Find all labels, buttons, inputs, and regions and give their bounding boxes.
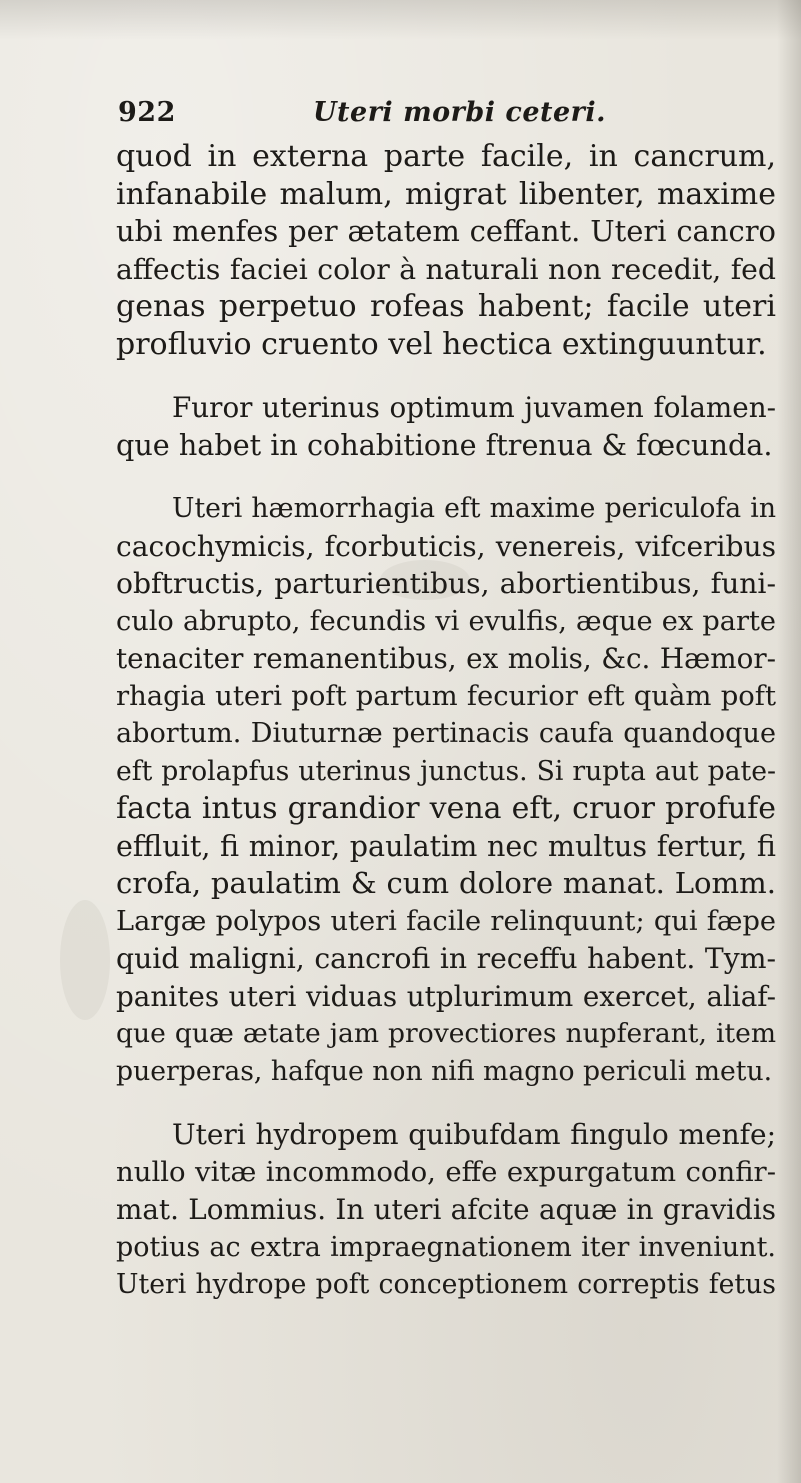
paragraph-gap: [116, 1090, 776, 1116]
text-line: rhagia uteri poft partum fecurior eft quàm poft: [116, 680, 776, 712]
text-line: obftructis, parturientibus, abortientibus, funi-: [116, 567, 776, 600]
text-line: infanabile malum, migrat libenter, maxime: [116, 176, 776, 212]
text-line: ubi menfes per ætatem ceffant. Uteri cancro: [116, 214, 776, 248]
text-line: facta intus grandior vena eft, cruor profufe: [116, 791, 776, 826]
text-line: tenaciter remanentibus, ex molis, &c. Hæmor-: [116, 642, 776, 675]
text-line: Uteri hydropem quibufdam fingulo menfe;: [172, 1118, 776, 1151]
page-edge-shadow: [777, 0, 801, 1483]
text-line: profluvio cruento vel hectica extinguuntur.: [116, 326, 767, 362]
paragraph-gap: [116, 464, 776, 490]
text-line: puerperas, hafque non nifi magno periculi metu.: [116, 1055, 773, 1087]
text-line: que habet in cohabitione ftrenua & fœcunda.: [116, 427, 773, 462]
text-line: que quæ ætate jam provectiores nupferant, item: [116, 1018, 776, 1049]
text-line: affectis faciei color à naturali non recedit, fed: [116, 252, 776, 286]
paper-stain: [60, 900, 110, 1020]
paragraph: [116, 490, 776, 1090]
text-line: Uteri hydrope poft conceptionem correptis fetus: [116, 1269, 776, 1300]
page-header: [118, 97, 678, 137]
text-line: Largæ polypos uteri facile relinquunt; qui fæpe: [116, 905, 776, 937]
text-line: effluit, fi minor, paulatim nec multus fertur, fi: [116, 828, 776, 863]
text-line: Uteri hæmorrhagia eft maxime periculofa in: [172, 493, 776, 524]
text-line: nullo vitæ incommodo, effe expurgatum confir-: [116, 1155, 776, 1188]
text-line: quod in externa parte facile, in cancrum,: [116, 139, 776, 174]
paragraph: [116, 138, 776, 363]
text-line: quid maligni, cancrofi in receffu habent. Tym-: [116, 942, 776, 975]
text-line: potius ac extra impraegnationem iter inveniunt.: [116, 1231, 776, 1263]
page-number: 922: [118, 97, 176, 128]
paragraph-gap: [116, 363, 776, 389]
body-text: [116, 138, 776, 1304]
text-line: eft prolapfus uterinus junctus. Si rupta aut pate-: [116, 755, 776, 787]
paragraph: [116, 1116, 776, 1304]
text-line: cacochymicis, fcorbuticis, venereis, vifceribus: [116, 529, 776, 563]
page-top-shadow: [0, 0, 801, 40]
text-line: Furor uterinus optimum juvamen folamen-: [172, 391, 776, 424]
text-line: panites uteri viduas utplurimum exercet, aliaf-: [116, 979, 776, 1013]
running-title: Uteri morbi ceteri.: [313, 97, 607, 128]
text-line: abortum. Diuturnæ pertinacis caufa quandoque: [116, 718, 776, 749]
text-line: genas perpetuo rofeas habent; facile uteri: [116, 289, 776, 324]
text-line: culo abrupto, fecundis vi evulfis, æque ex parte: [116, 605, 776, 637]
text-line: mat. Lommius. In uteri afcite aquæ in gravidis: [116, 1193, 776, 1226]
paragraph: [116, 389, 776, 464]
text-line: crofa, paulatim & cum dolore manat. Lomm.: [116, 866, 776, 900]
